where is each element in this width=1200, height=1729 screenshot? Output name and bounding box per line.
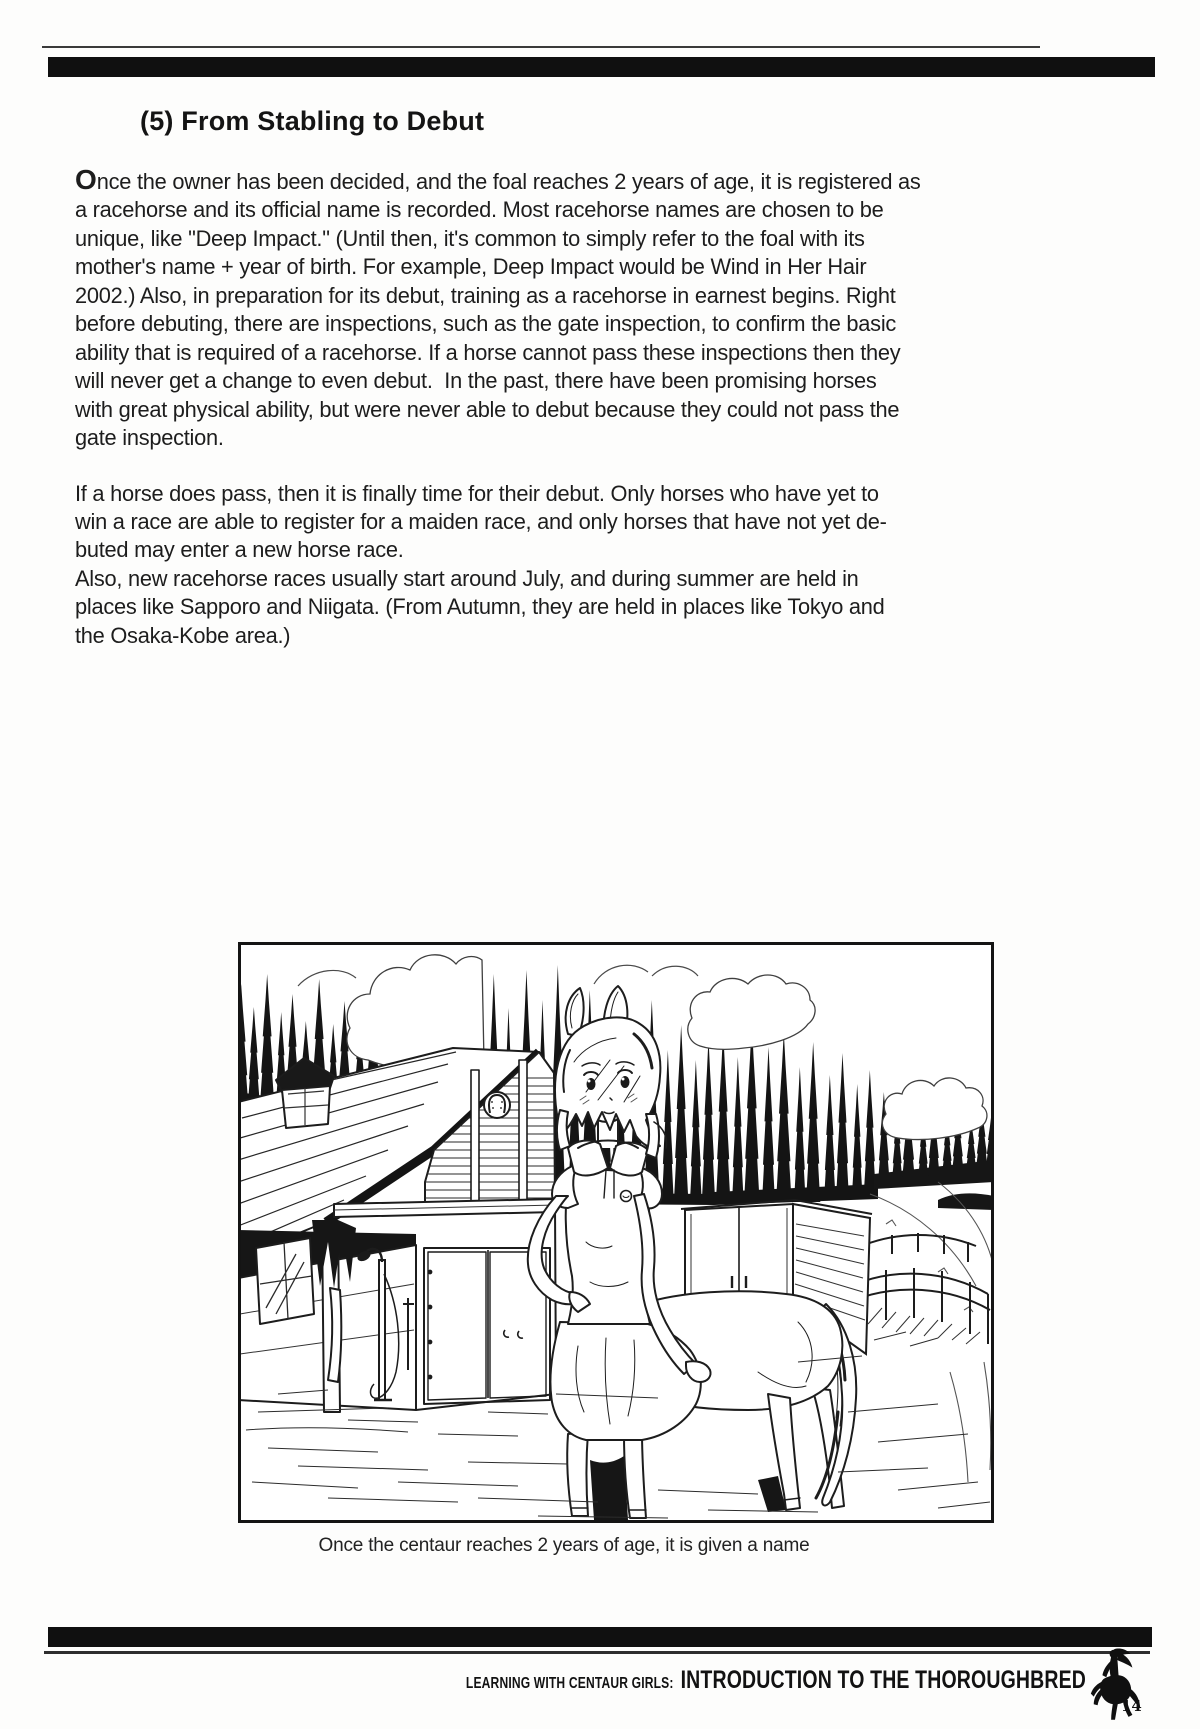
text-line: gate inspection. <box>75 425 224 451</box>
text-line <box>75 166 1085 196</box>
text-line: unique, like "Deep Impact." (Until then, it's common to simply refer to the foal with its <box>75 225 865 251</box>
page-number: 14 <box>1121 1697 1142 1715</box>
top-thin-rule <box>42 46 1040 48</box>
text-line: buted may enter a new horse race. <box>75 537 404 563</box>
text-line: the Osaka-Kobe area.) <box>75 622 291 648</box>
paragraph-1 <box>75 166 1085 453</box>
footer-series-label: LEARNING WITH CENTAUR GIRLS: <box>465 1675 674 1692</box>
text-line-rest: nce the owner has been decided, and the foal reaches 2 years of age, it is registered as <box>96 169 921 194</box>
horse-front-leg <box>567 1432 588 1516</box>
bottom-black-bar <box>48 1627 1152 1647</box>
text-line: mother's name + year of birth. For example, Deep Impact would be Wind in Her Hair <box>75 254 867 280</box>
top-black-bar <box>48 57 1155 77</box>
horse-front-leg <box>624 1432 646 1518</box>
text-line: a racehorse and its official name is recorded. Most racehorse names are chosen to be <box>75 197 884 223</box>
text-line: Also, new racehorse races usually start around July, and during summer are held in <box>75 565 859 591</box>
text-line: will never get a change to even debut. In the past, there have been promising horses <box>75 368 877 394</box>
text-line: win a race are able to register for a maiden race, and only horses that have not yet de- <box>75 508 887 534</box>
text-line: 2002.) Also, in preparation for its debut, training as a racehorse in earnest begins. Right <box>75 282 896 308</box>
page-footer <box>466 1666 1086 1695</box>
horseshoe-emblem-icon <box>484 1092 510 1118</box>
bottom-thin-rule <box>44 1651 1150 1654</box>
text-line: If a horse does pass, then it is finally time for their debut. Only horses who have yet to <box>75 480 879 506</box>
text-line: with great physical ability, but were never able to debut because they could not pass the <box>75 396 900 422</box>
illustration-caption: Once the centaur reaches 2 years of age, it is given a name <box>318 1535 810 1556</box>
horse-chest <box>550 1322 700 1440</box>
text-line: before debuting, there are inspections, such as the gate inspection, to confirm the basic <box>75 311 897 337</box>
centaur-barn-illustration <box>238 942 994 1523</box>
section-heading: (5) From Stabling to Debut <box>140 106 485 136</box>
article-body <box>75 166 1085 650</box>
footer-title-label: INTRODUCTION TO THE THOROUGHBRED <box>680 1666 1086 1694</box>
drop-cap: O <box>75 164 97 195</box>
text-line: places like Sapporo and Niigata. (From Autumn, they are held in places like Tokyo and <box>75 594 885 620</box>
paragraph-2 <box>75 480 1085 651</box>
text-line: ability that is required of a racehorse. If a horse cannot pass these inspections then they <box>75 339 901 365</box>
